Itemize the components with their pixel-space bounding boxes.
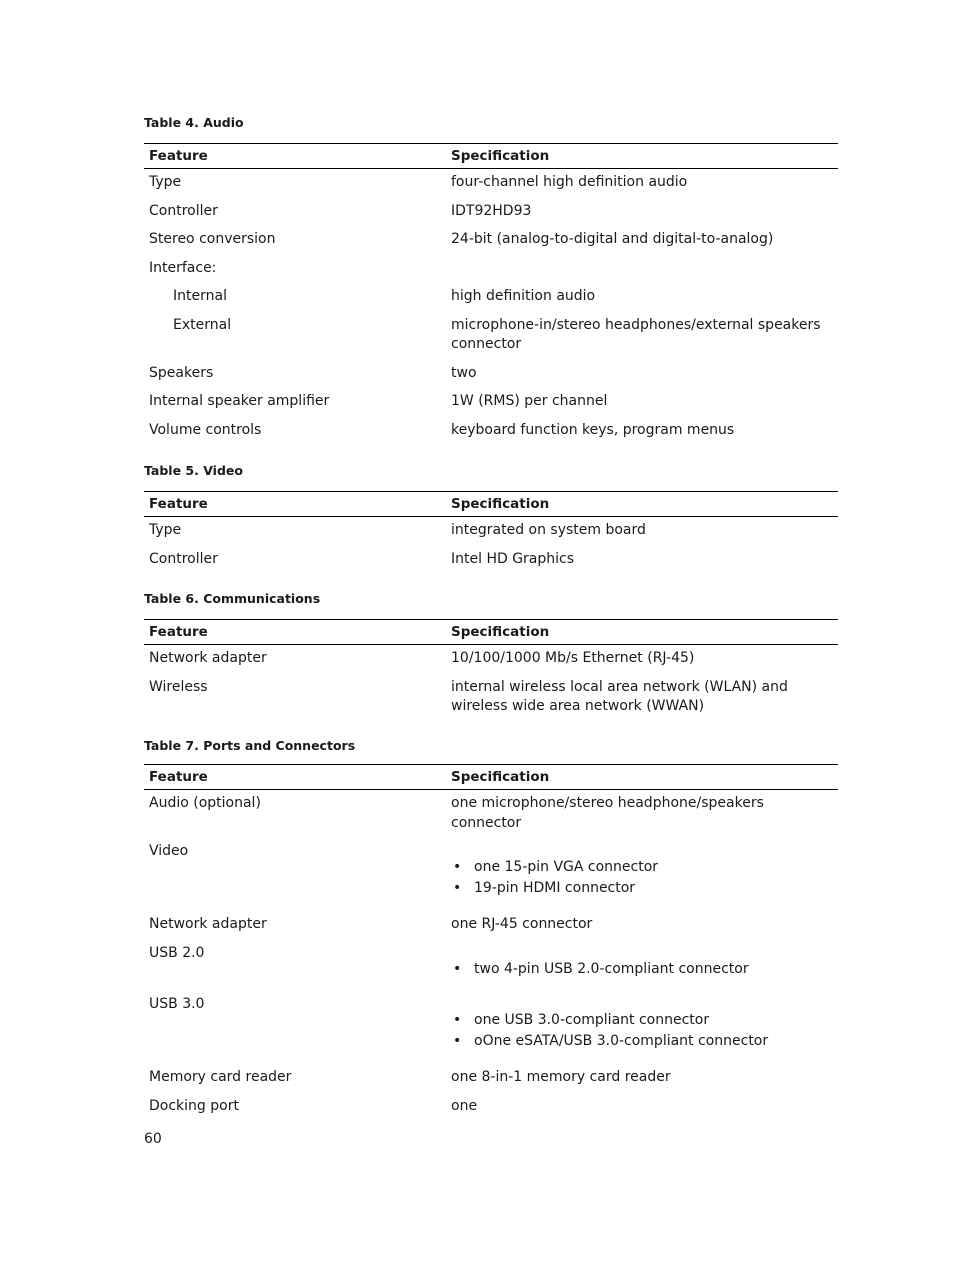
table-caption: Table 6. Communications — [144, 591, 321, 606]
table-row — [144, 1064, 838, 1093]
row-spec: IDT92HD93 — [451, 202, 532, 219]
video-table — [144, 462, 838, 574]
table-row — [144, 838, 838, 911]
table-row — [144, 312, 838, 360]
bullet-item: • one 15-pin VGA connector — [451, 857, 838, 878]
row-spec: internal wireless local area network (WLAN) and wireless wide area network (WWAN) — [451, 678, 788, 714]
row-spec: two — [451, 364, 477, 381]
table-row — [144, 388, 838, 417]
header-specification: Specification — [451, 148, 550, 164]
row-feature: External — [173, 316, 232, 333]
table-caption: Table 5. Video — [144, 463, 243, 478]
bullet-item: • one USB 3.0-compliant connector — [451, 1010, 838, 1031]
bullet-item: • 19-pin HDMI connector — [451, 878, 838, 899]
row-feature: Type — [149, 174, 182, 190]
table-row — [144, 417, 838, 446]
page-number: 60 — [144, 1131, 162, 1147]
row-spec: microphone-in/stereo headphones/external speakers connector — [451, 316, 821, 352]
table-row — [144, 790, 838, 838]
table-row — [144, 198, 838, 227]
ports-table — [144, 737, 838, 1121]
row-spec: one RJ-45 connector — [451, 916, 593, 932]
table-row — [144, 360, 838, 389]
table-row — [144, 283, 838, 312]
row-spec: four-channel high definition audio — [451, 174, 688, 190]
row-spec: 10/100/1000 Mb/s Ethernet (RJ-45) — [451, 650, 695, 666]
row-feature: Internal speaker amplifier — [149, 393, 330, 409]
row-spec: 24-bit (analog-to-digital and digital-to-analog) — [451, 231, 774, 247]
table-header — [144, 764, 838, 790]
row-feature: Interface: — [149, 259, 217, 276]
bullet-list — [451, 959, 838, 980]
table-caption: Table 7. Ports and Connectors — [144, 738, 356, 753]
header-feature: Feature — [149, 624, 208, 640]
table-row — [144, 169, 838, 198]
row-spec: integrated on system board — [451, 522, 646, 538]
table-row — [144, 1093, 838, 1122]
row-feature: Controller — [149, 202, 218, 219]
bullet-item: • oOne eSATA/USB 3.0-compliant connector — [451, 1031, 838, 1052]
header-feature: Feature — [149, 148, 208, 164]
audio-table — [144, 114, 838, 445]
table-row — [144, 991, 838, 1064]
table-row — [144, 255, 838, 284]
row-feature: Type — [149, 522, 182, 538]
table-caption: Table 4. Audio — [144, 115, 244, 130]
table-row — [144, 674, 838, 722]
bullet-list — [451, 857, 838, 898]
header-feature: Feature — [149, 496, 208, 512]
row-spec: high definition audio — [451, 288, 596, 304]
table-header — [144, 143, 838, 169]
bullet-item: • two 4-pin USB 2.0-compliant connector — [451, 959, 838, 980]
row-spec — [446, 259, 838, 279]
table-header — [144, 491, 838, 517]
row-feature: USB 2.0 — [149, 944, 205, 961]
table-row — [144, 645, 838, 674]
row-feature: Docking port — [149, 1097, 239, 1114]
row-feature: Internal — [173, 288, 227, 304]
header-feature: Feature — [149, 769, 208, 785]
row-spec: one 8-in-1 memory card reader — [451, 1069, 671, 1085]
row-feature: Stereo conversion — [149, 231, 276, 247]
row-spec: Intel HD Graphics — [451, 550, 575, 567]
table-row — [144, 517, 838, 546]
row-spec: one microphone/stereo headphone/speakers connector — [451, 795, 764, 831]
row-feature: Volume controls — [149, 421, 262, 438]
row-feature: Memory card reader — [149, 1069, 292, 1085]
row-feature: USB 3.0 — [149, 996, 205, 1012]
row-spec — [446, 944, 838, 980]
row-feature: Speakers — [149, 364, 214, 381]
row-feature: Video — [149, 843, 189, 859]
row-spec — [446, 995, 838, 1051]
row-feature: Wireless — [149, 678, 208, 695]
row-spec — [446, 842, 838, 898]
header-specification: Specification — [451, 496, 550, 512]
row-spec: keyboard function keys, program menus — [451, 421, 735, 438]
table-row — [144, 546, 838, 575]
row-spec: one — [451, 1097, 478, 1114]
communications-table — [144, 590, 838, 722]
row-spec: 1W (RMS) per channel — [451, 393, 608, 409]
header-specification: Specification — [451, 624, 550, 640]
row-feature: Controller — [149, 550, 218, 567]
table-row — [144, 911, 838, 940]
row-feature: Network adapter — [149, 916, 267, 932]
table-row — [144, 940, 838, 992]
row-feature: Network adapter — [149, 650, 267, 666]
table-row — [144, 226, 838, 255]
bullet-list — [451, 1010, 838, 1051]
row-feature: Audio (optional) — [149, 795, 261, 811]
header-specification: Specification — [451, 769, 550, 785]
table-header — [144, 619, 838, 645]
